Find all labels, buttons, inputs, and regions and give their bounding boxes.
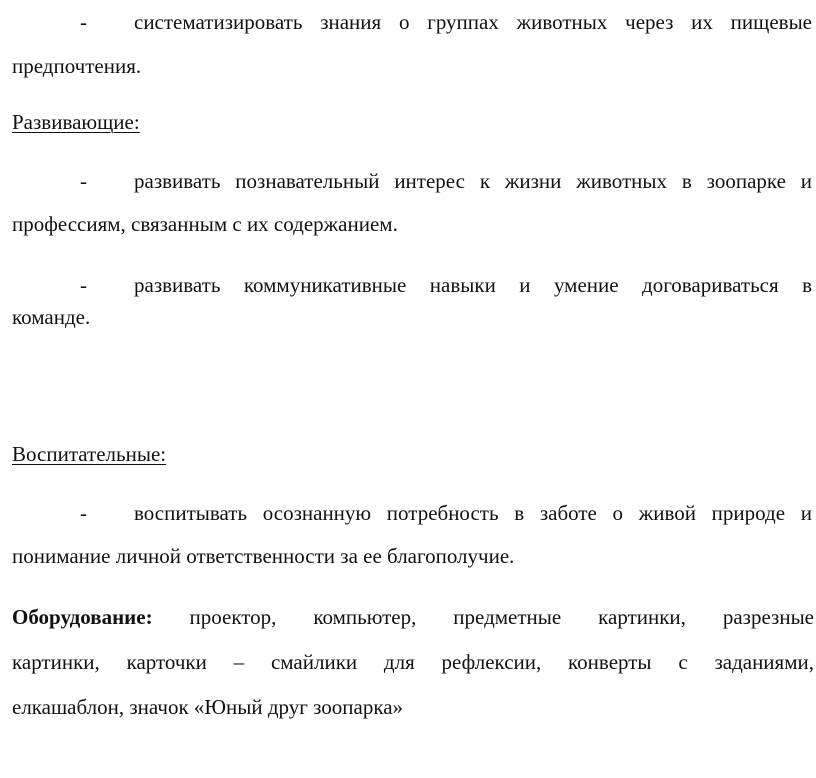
equipment-text-line2: картинки, карточки – смайлики для рефлексии, конверты с заданиями, xyxy=(12,650,814,674)
developing-heading: Развивающие: xyxy=(12,110,140,134)
developing-item-line1: развивать коммуникативные навыки и умение договариваться в xyxy=(134,273,812,297)
educational-item-line2: понимание личной ответственности за ее благополучие. xyxy=(12,544,515,568)
list-dash: - xyxy=(80,273,87,297)
equipment-text-line3: елкашаблон, значок «Юный друг зоопарка» xyxy=(12,695,404,719)
list-dash: - xyxy=(80,169,87,193)
equipment-label: Оборудование: xyxy=(12,605,153,629)
list-dash: - xyxy=(80,10,87,34)
list-dash: - xyxy=(80,501,87,525)
developing-item-line2: профессиям, связанным с их содержанием. xyxy=(12,212,398,236)
objective-text-line1: систематизировать знания о группах животных через их пищевые xyxy=(134,10,812,34)
equipment-text-line1: проектор, компьютер, предметные картинки, разрезные xyxy=(189,605,815,629)
equipment-line1 xyxy=(12,607,814,628)
educational-item-line1: воспитывать осознанную потребность в заботе о живой природе и xyxy=(134,501,812,525)
developing-item-line1: развивать познавательный интерес к жизни животных в зоопарке и xyxy=(134,169,812,193)
objective-text-line2: предпочтения. xyxy=(12,54,142,78)
educational-heading: Воспитательные: xyxy=(12,442,167,466)
developing-item-line2: команде. xyxy=(12,305,91,329)
